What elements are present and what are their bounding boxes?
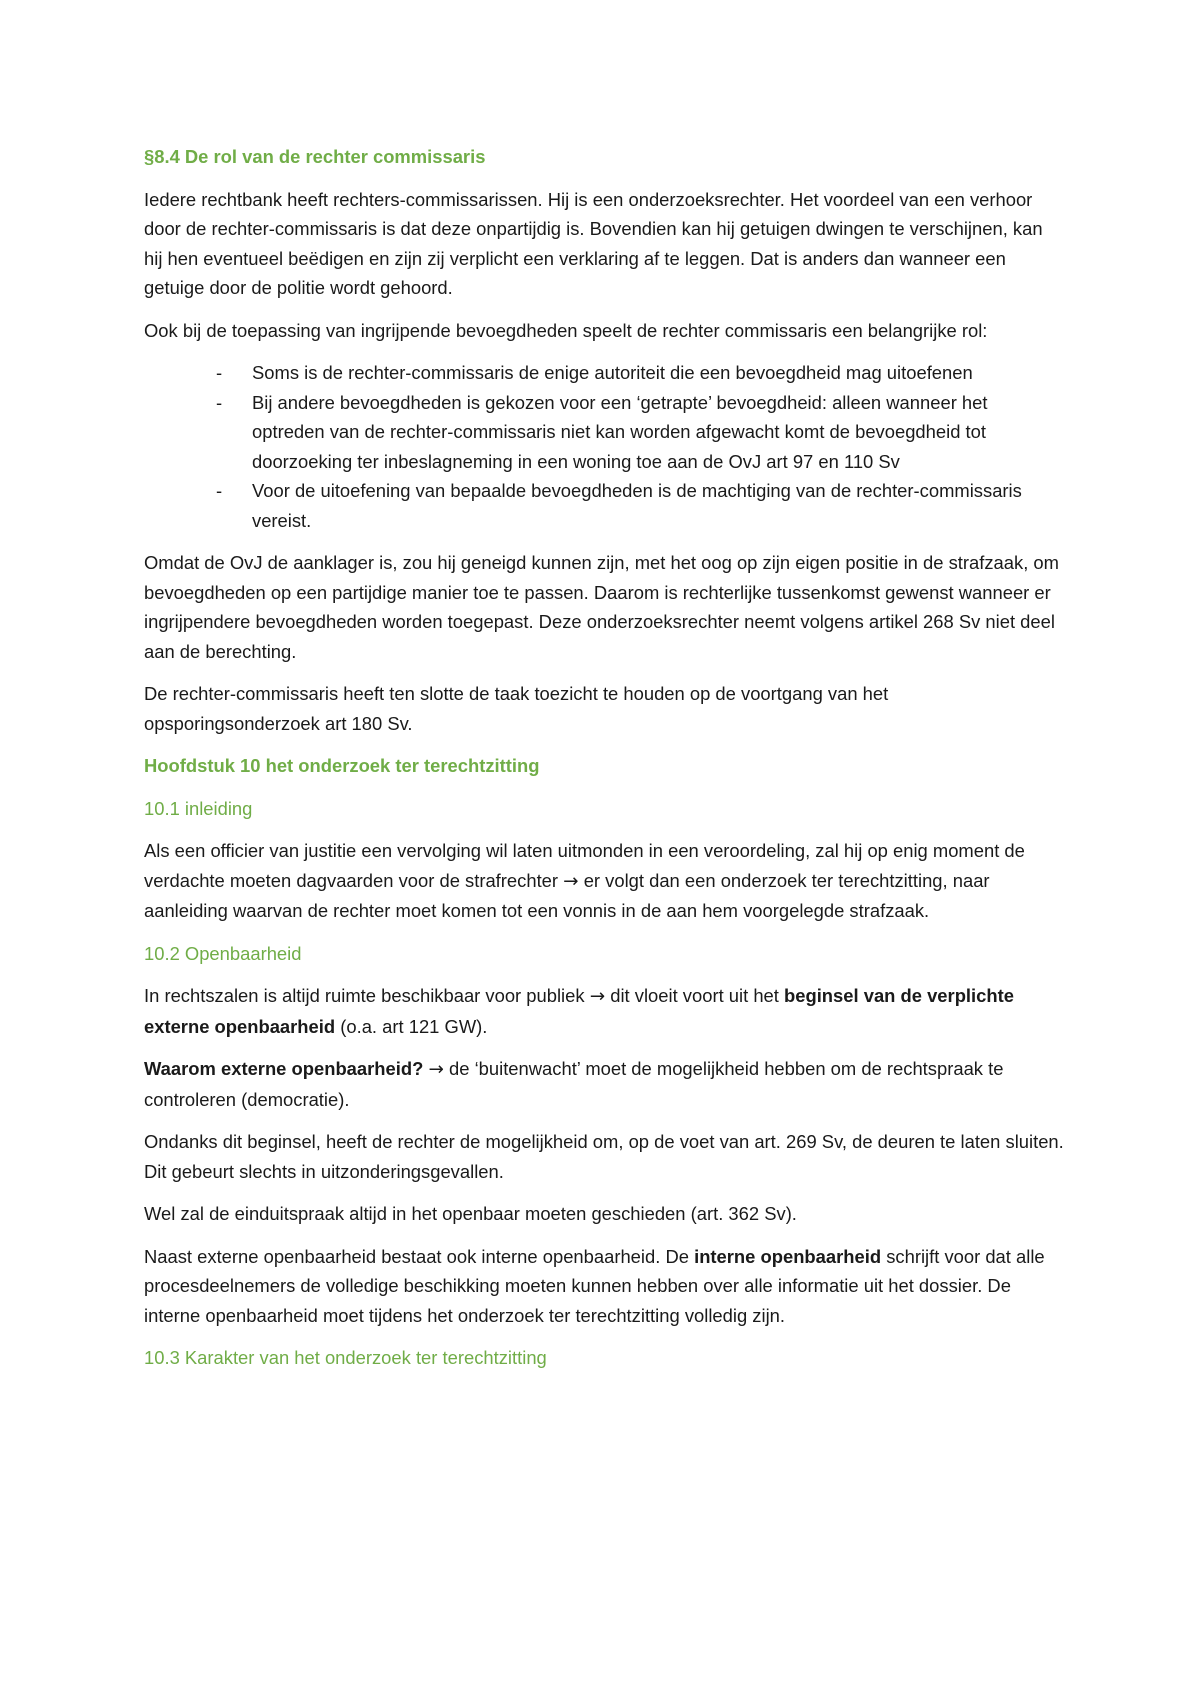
text-run: In rechtszalen is altijd ruimte beschikbaar voor publiek	[144, 985, 590, 1006]
right-arrow-icon: →	[589, 986, 606, 1007]
dash-marker: -	[216, 480, 223, 501]
right-arrow-icon: →	[428, 1059, 444, 1080]
paragraph: Iedere rechtbank heeft rechters-commissarissen. Hij is een onderzoeksrechter. Het voordeel van een verhoor door de rechter-commissaris is dat deze onpartijdig is. Bovendien kan hij getuigen dwingen te verschijnen, kan hij hen eventueel beëdigen en zijn zij verplicht een verklaring af te leggen. Dat is anders dan wanneer een getuige door de politie wordt gehoord.	[144, 188, 1043, 298]
paragraph	[144, 1242, 1064, 1331]
text-run: Als een officier van justitie een vervolging wil laten uitmonden in een veroordeling, zal hij op enig moment de verdachte moeten dagvaarden voor de strafrechter	[144, 840, 1025, 891]
list-item	[216, 358, 1064, 388]
list-item-text: Voor de uitoefening van bepaalde bevoegdheden is de machtiging van de rechter-commissaris vereist.	[252, 480, 1022, 531]
section-heading-10-3: 10.3 Karakter van het onderzoek ter terechtzitting	[144, 1347, 547, 1368]
dash-marker: -	[216, 362, 223, 383]
dash-marker: -	[216, 391, 223, 413]
text-run: de ‘buitenwacht’ moet de mogelijkheid hebben om de rechtspraak te controleren (democratie).	[144, 1058, 1004, 1110]
paragraph	[144, 981, 1064, 1041]
list-item-text: Bij andere bevoegdheden is gekozen voor een ‘getrapte’ bevoegdheid: alleen wanneer het optreden van de rechter-commissaris niet kan worden afgewacht komt de bevoegdheid tot doorzoeking ter inbeslagneming in een woning toe aan de OvJ art 97 en 110 Sv	[252, 391, 988, 472]
document-page	[144, 142, 1064, 1386]
paragraph: De rechter-commissaris heeft ten slotte de taak toezicht te houden op de voortgang van het opsporingsonderzoek art 180 Sv.	[144, 683, 889, 734]
bold-term: interne openbaarheid	[694, 1245, 882, 1267]
bold-question: Waarom externe openbaarheid?	[144, 1058, 424, 1079]
list-item	[216, 476, 1064, 535]
text-run: er volgt dan een onderzoek ter terechtzitting, naar aanleiding waarvan de rechter moet komen tot een vonnis in de aan hem voorgelegde strafzaak.	[144, 869, 990, 921]
list-item-text: Soms is de rechter-commissaris de enige autoriteit die een bevoegdheid mag uitoefenen	[252, 362, 973, 383]
text-run: schrijft voor dat alle procesdeelnemers de volledige beschikking moeten kunnen hebben over alle informatie uit het dossier. De interne openbaarheid moet tijdens het onderzoek ter terechtzitting volledig zijn.	[144, 1245, 1045, 1326]
paragraph	[144, 1054, 1064, 1114]
text-run: dit vloeit voort uit het	[605, 985, 784, 1006]
paragraph	[144, 836, 1064, 926]
section-heading-8-4: §8.4 De rol van de rechter commissaris	[144, 146, 486, 167]
paragraph: Ook bij de toepassing van ingrijpende bevoegdheden speelt de rechter commissaris een belangrijke rol:	[144, 319, 988, 341]
paragraph: Wel zal de einduitspraak altijd in het openbaar moeten geschieden (art. 362 Sv).	[144, 1203, 797, 1224]
chapter-heading-10: Hoofdstuk 10 het onderzoek ter terechtzitting	[144, 755, 540, 776]
section-heading-10-1: 10.1 inleiding	[144, 797, 253, 819]
text-run: (o.a. art 121 GW).	[335, 1015, 488, 1037]
bold-term: beginsel van de verplichte externe openbaarheid	[144, 985, 1014, 1037]
paragraph: Omdat de OvJ de aanklager is, zou hij geneigd kunnen zijn, met het oog op zijn eigen positie in de strafzaak, om bevoegdheden op een partijdige manier toe te passen. Daarom is rechterlijke tussenkomst gewenst wanneer er ingrijpendere bevoegdheden worden toegepast. Deze onderzoeksrechter neemt volgens artikel 268 Sv niet deel aan de berechting.	[144, 552, 1059, 662]
right-arrow-icon: →	[563, 870, 579, 892]
bullet-list	[144, 358, 1064, 535]
section-heading-10-2: 10.2 Openbaarheid	[144, 942, 302, 964]
paragraph: Ondanks dit beginsel, heeft de rechter de mogelijkheid om, op de voet van art. 269 Sv, de deuren te laten sluiten. Dit gebeurt slechts in uitzonderingsgevallen.	[144, 1131, 1064, 1182]
text-run: Naast externe openbaarheid bestaat ook interne openbaarheid. De	[144, 1245, 695, 1267]
list-item	[216, 388, 1064, 477]
